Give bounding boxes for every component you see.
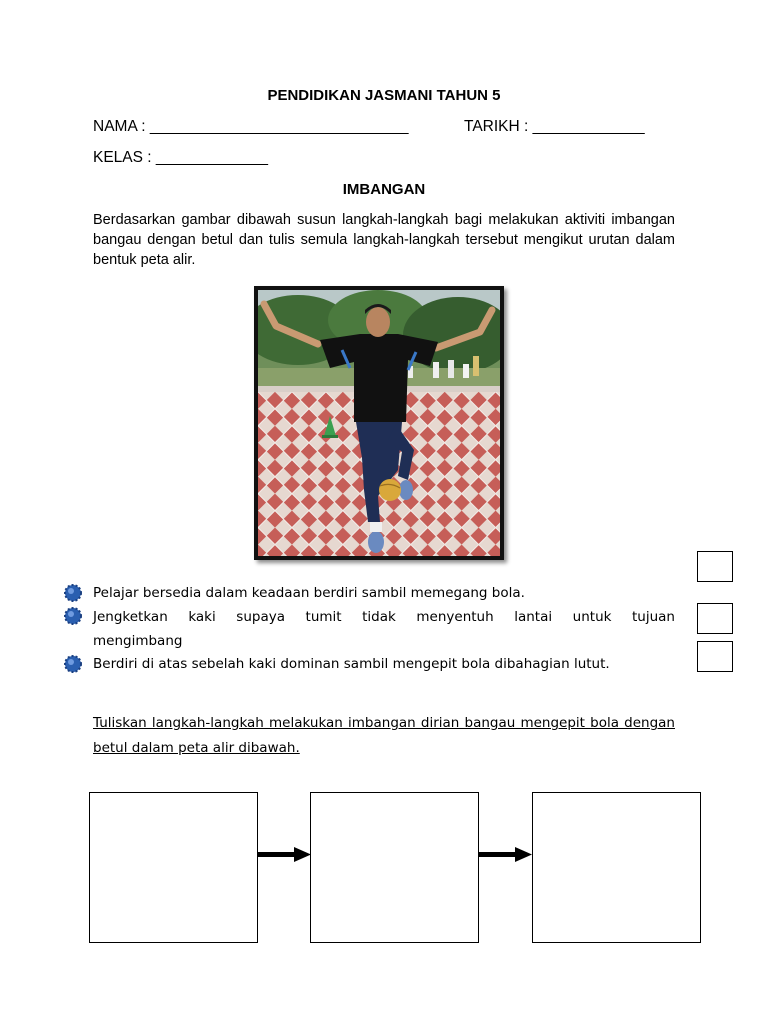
flow-box-3[interactable]	[532, 792, 701, 943]
instructions-paragraph: Berdasarkan gambar dibawah susun langkah-langkah bagi melakukan aktiviti imbangan bangau dengan betul dan tulis semula langkah-langkah tersebut mengikut urutan dalam bentuk peta alir.	[93, 212, 675, 268]
flow-box-2[interactable]	[310, 792, 479, 943]
step-2-line-1: Jengketkan kaki supaya tumit tidak menyentuh lantai untuk tujuan	[93, 609, 675, 625]
nama-field[interactable]: NAMA : ______________________________	[93, 118, 409, 135]
answer-box[interactable]	[697, 641, 733, 672]
answer-box[interactable]	[697, 603, 733, 634]
flow-chart-instruction: Tuliskan langkah-langkah melakukan imbangan dirian bangau mengepit bola dengan betul dalam peta alir dibawah.	[93, 715, 675, 756]
right-arrow-icon	[258, 845, 312, 865]
worksheet-title: PENDIDIKAN JASMANI TAHUN 5	[267, 87, 501, 104]
blue-gear-bullet-icon	[64, 607, 82, 625]
answer-box[interactable]	[697, 551, 733, 582]
balance-activity-photo	[254, 286, 504, 560]
step-1: Pelajar bersedia dalam keadaan berdiri sambil memegang bola.	[93, 585, 525, 601]
blue-gear-bullet-icon	[64, 655, 82, 673]
flow-box-1[interactable]	[89, 792, 258, 943]
section-title: IMBANGAN	[342, 181, 426, 198]
kelas-field[interactable]: KELAS : _____________	[93, 149, 268, 166]
right-arrow-icon	[479, 845, 533, 865]
step-3: Berdiri di atas sebelah kaki dominan sambil mengepit bola dibahagian lutut.	[93, 656, 610, 672]
step-2-line-2: mengimbang	[93, 633, 183, 649]
blue-gear-bullet-icon	[64, 584, 82, 602]
tarikh-field[interactable]: TARIKH : _____________	[464, 118, 645, 135]
